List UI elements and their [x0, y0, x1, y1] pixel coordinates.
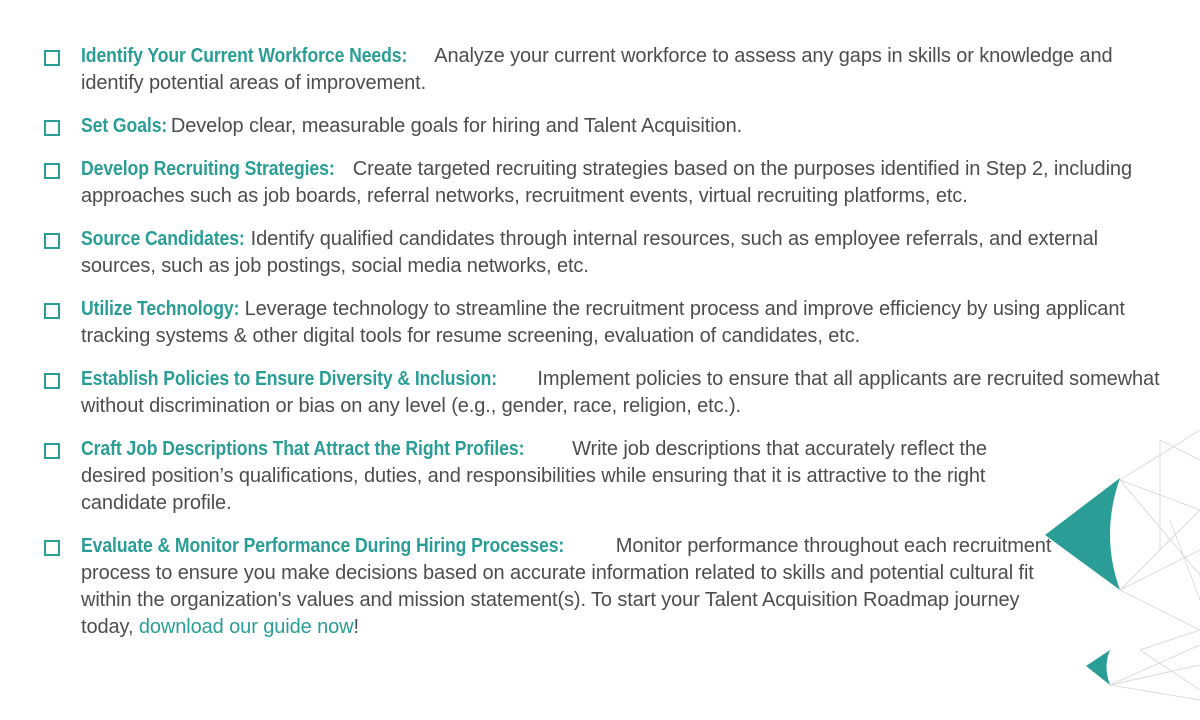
item-title: Identify Your Current Workforce Needs:: [81, 45, 408, 67]
item-body: Implement policies to ensure that all applicants are recruited somewhat without discrimination or bias on any level (e.g., gender, race, religion, etc.).: [81, 368, 1160, 417]
checkbox-icon[interactable]: [44, 233, 60, 249]
checkbox-icon[interactable]: [44, 163, 60, 179]
item-body: Monitor performance throughout each recruitment process to ensure you make decisions based on accurate information related to skills and potential cultural fit within the organization's values and mission statement(s). To start your Talent Acquisition Roadmap journey today,: [81, 535, 1052, 638]
checklist-item-text: [81, 226, 1174, 280]
checklist-item-text: [81, 156, 1174, 210]
item-body: Develop clear, measurable goals for hiring and Talent Acquisition.: [170, 115, 743, 137]
item-body: Create targeted recruiting strategies based on the purposes identified in Step 2, including approaches such as job boards, referral networks, recruitment events, virtual recruiting platforms, etc.: [81, 158, 1132, 207]
item-title: Develop Recruiting Strategies:: [81, 158, 335, 180]
checkbox-icon[interactable]: [44, 120, 60, 136]
item-title: Source Candidates:: [81, 228, 245, 250]
download-guide-link[interactable]: download our guide now: [138, 616, 354, 638]
checklist-item-text: [81, 533, 1071, 641]
item-body: Write job descriptions that accurately reflect the desired position’s qualifications, duties, and responsibilities while ensuring that it is attractive to the right candidate profile.: [81, 438, 987, 514]
item-title: Evaluate & Monitor Performance During Hiring Processes:: [81, 535, 565, 557]
checkbox-icon[interactable]: [44, 540, 60, 556]
item-body: Identify qualified candidates through internal resources, such as employee referrals, and external sources, such as job postings, social media networks, etc.: [81, 228, 1098, 277]
checklist-item-utilize-technology: [44, 296, 1174, 350]
checkbox-icon[interactable]: [44, 443, 60, 459]
checklist-item-recruiting-strategies: [44, 156, 1174, 210]
item-title: Set Goals:: [81, 115, 168, 137]
triangle-shape-small: [1086, 650, 1110, 685]
checkbox-icon[interactable]: [44, 373, 60, 389]
decorative-network-graphic: [1000, 400, 1200, 720]
item-body: Analyze your current workforce to assess any gaps in skills or knowledge and identify potential areas of improvement.: [81, 45, 1113, 94]
triangle-shape-large: [1045, 478, 1120, 590]
item-title: Establish Policies to Ensure Diversity & Inclusion:: [81, 368, 498, 390]
checklist-item-text: [81, 296, 1174, 350]
checkbox-icon[interactable]: [44, 303, 60, 319]
checklist-item-workforce-needs: [44, 43, 1174, 97]
item-body: Leverage technology to streamline the recruitment process and improve efficiency by using applicant tracking systems & other digital tools for resume screening, evaluation of candidates, etc.: [81, 298, 1125, 347]
checklist-item-source-candidates: [44, 226, 1174, 280]
item-title: Craft Job Descriptions That Attract the Right Profiles:: [81, 438, 525, 460]
checklist-item-text: [81, 43, 1174, 97]
item-body-end: !: [353, 616, 359, 638]
checklist-item-text: [81, 113, 756, 140]
item-title: Utilize Technology:: [81, 298, 240, 320]
checklist-item-set-goals: [44, 113, 1174, 140]
checklist-item-text: [81, 436, 991, 517]
checkbox-icon[interactable]: [44, 50, 60, 66]
